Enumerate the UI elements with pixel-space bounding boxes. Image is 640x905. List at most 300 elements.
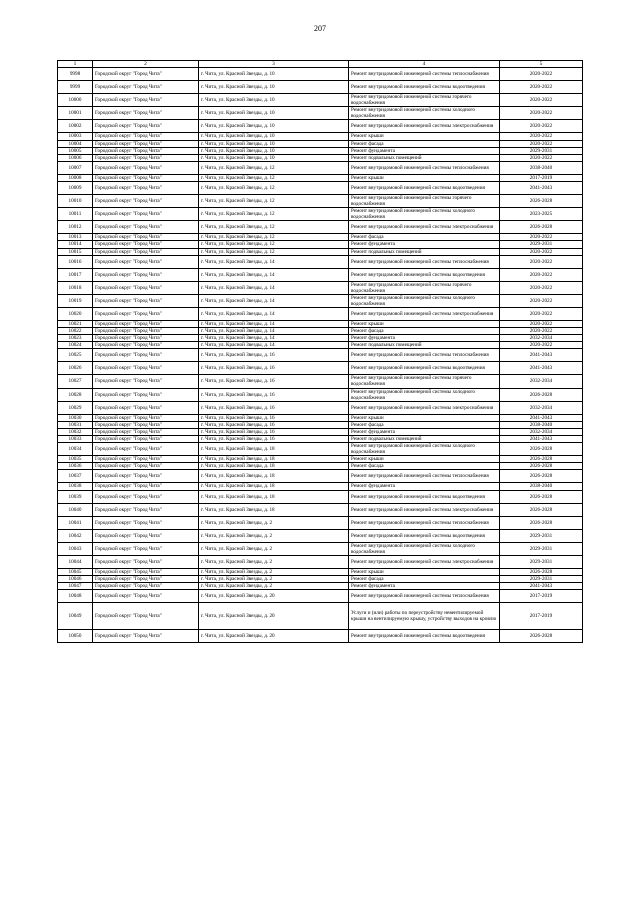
cell-row-number: 10030 — [58, 414, 93, 421]
table-body — [58, 68, 583, 643]
table-row — [58, 483, 583, 490]
cell-municipality: Городской округ "Город Чита" — [93, 255, 199, 268]
cell-period: 2020-2022 — [500, 140, 583, 147]
cell-period: 2032-2034 — [500, 428, 583, 435]
table-row — [58, 234, 583, 241]
cell-work-type: Ремонт внутридомовой инженерной системы водоотведения — [349, 81, 500, 94]
cell-address: г. Чита, ул. Красной Звезды, д. 14 — [199, 294, 349, 307]
cell-address: г. Чита, ул. Красной Звезды, д. 16 — [199, 421, 349, 428]
cell-period: 2029-2031 — [500, 542, 583, 555]
cell-period: 2026-2028 — [500, 568, 583, 575]
cell-period: 2026-2028 — [500, 630, 583, 643]
cell-period: 2032-2034 — [500, 335, 583, 342]
cell-address: г. Чита, ул. Красной Звезды, д. 12 — [199, 161, 349, 174]
cell-row-number: 10005 — [58, 147, 93, 154]
cell-address: г. Чита, ул. Красной Звезды, д. 10 — [199, 81, 349, 94]
cell-period: 2017-2019 — [500, 603, 583, 630]
cell-municipality: Городской округ "Город Чита" — [93, 320, 199, 327]
cell-row-number: 10013 — [58, 234, 93, 241]
cell-municipality: Городской округ "Город Чита" — [93, 342, 199, 349]
cell-municipality: Городской округ "Город Чита" — [93, 174, 199, 181]
cell-period: 2020-2022 — [500, 342, 583, 349]
cell-work-type: Ремонт внутридомовой инженерной системы холодного водоснабжения — [349, 542, 500, 555]
cell-address: г. Чита, ул. Красной Звезды, д. 12 — [199, 234, 349, 241]
cell-period: 2020-2022 — [500, 94, 583, 107]
cell-address: г. Чита, ул. Красной Звезды, д. 14 — [199, 281, 349, 294]
cell-row-number: 10020 — [58, 307, 93, 320]
cell-row-number: 9999 — [58, 81, 93, 94]
cell-work-type: Ремонт внутридомовой инженерной системы холодного водоснабжения — [349, 107, 500, 120]
cell-work-type: Ремонт подвальных помещений — [349, 436, 500, 443]
cell-work-type: Ремонт крыши — [349, 414, 500, 421]
table-row — [58, 161, 583, 174]
cell-municipality: Городской округ "Город Чита" — [93, 401, 199, 414]
cell-period: 2038-2040 — [500, 161, 583, 174]
table-row — [58, 421, 583, 428]
cell-period: 2020-2022 — [500, 281, 583, 294]
table-header-row — [58, 61, 583, 68]
cell-address: г. Чита, ул. Красной Звезды, д. 14 — [199, 268, 349, 281]
cell-row-number: 10045 — [58, 568, 93, 575]
cell-row-number: 10017 — [58, 268, 93, 281]
cell-address: г. Чита, ул. Красной Звезды, д. 18 — [199, 463, 349, 470]
cell-row-number: 10001 — [58, 107, 93, 120]
cell-row-number: 10037 — [58, 470, 93, 483]
cell-period: 2029-2031 — [500, 575, 583, 582]
cell-municipality: Городской округ "Город Чита" — [93, 140, 199, 147]
cell-work-type: Ремонт фундамента — [349, 147, 500, 154]
cell-work-type: Ремонт внутридомовой инженерной системы водоотведения — [349, 362, 500, 375]
cell-row-number: 10036 — [58, 463, 93, 470]
cell-period: 2038-2040 — [500, 483, 583, 490]
cell-address: г. Чита, ул. Красной Звезды, д. 16 — [199, 436, 349, 443]
cell-row-number: 10039 — [58, 490, 93, 503]
cell-address: г. Чита, ул. Красной Звезды, д. 16 — [199, 349, 349, 362]
cell-municipality: Городской округ "Город Чита" — [93, 436, 199, 443]
cell-address: г. Чита, ул. Красной Звезды, д. 18 — [199, 490, 349, 503]
cell-period: 2026-2028 — [500, 443, 583, 456]
cell-period: 2041-2043 — [500, 414, 583, 421]
cell-address: г. Чита, ул. Красной Звезды, д. 16 — [199, 388, 349, 401]
cell-period: 2020-2022 — [500, 154, 583, 161]
table-row — [58, 154, 583, 161]
table-row — [58, 568, 583, 575]
cell-work-type: Ремонт внутридомовой инженерной системы холодного водоснабжения — [349, 294, 500, 307]
cell-work-type: Ремонт внутридомовой инженерной системы водоотведения — [349, 630, 500, 643]
cell-address: г. Чита, ул. Красной Звезды, д. 18 — [199, 483, 349, 490]
cell-municipality: Городской округ "Город Чита" — [93, 603, 199, 630]
cell-row-number: 10040 — [58, 503, 93, 516]
cell-work-type: Ремонт внутридомовой инженерной системы теплоснабжения — [349, 161, 500, 174]
cell-work-type: Ремонт фасада — [349, 575, 500, 582]
column-header-1: 1 — [58, 61, 93, 68]
cell-work-type: Ремонт крыши — [349, 174, 500, 181]
cell-work-type: Ремонт внутридомовой инженерной системы теплоснабжения — [349, 516, 500, 529]
cell-row-number: 10041 — [58, 516, 93, 529]
cell-address: г. Чита, ул. Красной Звезды, д. 12 — [199, 181, 349, 194]
cell-work-type: Ремонт крыши — [349, 133, 500, 140]
cell-address: г. Чита, ул. Красной Звезды, д. 10 — [199, 154, 349, 161]
cell-row-number: 10035 — [58, 456, 93, 463]
table-row — [58, 174, 583, 181]
table-row — [58, 428, 583, 435]
cell-work-type: Ремонт фасада — [349, 421, 500, 428]
cell-work-type: Ремонт фасада — [349, 140, 500, 147]
cell-municipality: Городской округ "Город Чита" — [93, 234, 199, 241]
cell-work-type: Ремонт внутридомовой инженерной системы теплоснабжения — [349, 470, 500, 483]
cell-work-type: Ремонт внутридомовой инженерной системы электроснабжения — [349, 221, 500, 234]
cell-row-number: 10000 — [58, 94, 93, 107]
cell-work-type: Ремонт внутридомовой инженерной системы горячего водоснабжения — [349, 375, 500, 388]
cell-row-number: 10029 — [58, 401, 93, 414]
cell-period: 2029-2031 — [500, 241, 583, 248]
cell-municipality: Городской округ "Город Чита" — [93, 490, 199, 503]
table-row — [58, 401, 583, 414]
cell-row-number: 10019 — [58, 294, 93, 307]
cell-period: 2032-2034 — [500, 375, 583, 388]
cell-municipality: Городской округ "Город Чита" — [93, 208, 199, 221]
cell-row-number: 10047 — [58, 582, 93, 589]
cell-address: г. Чита, ул. Красной Звезды, д. 12 — [199, 241, 349, 248]
table-row — [58, 630, 583, 643]
cell-work-type: Ремонт фундамента — [349, 428, 500, 435]
cell-row-number: 10034 — [58, 443, 93, 456]
cell-municipality: Городской округ "Город Чита" — [93, 133, 199, 140]
cell-municipality: Городской округ "Город Чита" — [93, 194, 199, 207]
column-header-5: 5 — [500, 61, 583, 68]
cell-period: 2020-2022 — [500, 328, 583, 335]
table-row — [58, 255, 583, 268]
cell-row-number: 10032 — [58, 428, 93, 435]
cell-municipality: Городской округ "Город Чита" — [93, 268, 199, 281]
cell-period: 2026-2028 — [500, 221, 583, 234]
cell-municipality: Городской округ "Город Чита" — [93, 307, 199, 320]
cell-work-type: Ремонт внутридомовой инженерной системы электроснабжения — [349, 555, 500, 568]
cell-address: г. Чита, ул. Красной Звезды, д. 18 — [199, 456, 349, 463]
cell-row-number: 10004 — [58, 140, 93, 147]
table-row — [58, 590, 583, 603]
table-row — [58, 463, 583, 470]
column-header-4: 4 — [349, 61, 500, 68]
cell-period: 2020-2022 — [500, 320, 583, 327]
page-number: 207 — [314, 24, 326, 33]
cell-address: г. Чита, ул. Красной Звезды, д. 10 — [199, 68, 349, 81]
cell-work-type: Ремонт внутридомовой инженерной системы водоотведения — [349, 268, 500, 281]
table-row — [58, 241, 583, 248]
cell-row-number: 10006 — [58, 154, 93, 161]
table-row — [58, 414, 583, 421]
cell-municipality: Городской округ "Город Чита" — [93, 388, 199, 401]
table-row — [58, 294, 583, 307]
cell-work-type: Ремонт внутридомовой инженерной системы электроснабжения — [349, 307, 500, 320]
cell-period: 2020-2022 — [500, 255, 583, 268]
cell-address: г. Чита, ул. Красной Звезды, д. 14 — [199, 255, 349, 268]
cell-period: 2026-2028 — [500, 516, 583, 529]
table-row — [58, 388, 583, 401]
cell-municipality: Городской округ "Город Чита" — [93, 483, 199, 490]
column-header-2: 2 — [93, 61, 199, 68]
table-row — [58, 436, 583, 443]
cell-period: 2032-2034 — [500, 401, 583, 414]
table-row — [58, 120, 583, 133]
column-header-3: 3 — [199, 61, 349, 68]
cell-row-number: 10026 — [58, 362, 93, 375]
table-row — [58, 181, 583, 194]
cell-period: 2020-2022 — [500, 234, 583, 241]
cell-period: 2020-2022 — [500, 107, 583, 120]
cell-work-type: Ремонт внутридомовой инженерной системы теплоснабжения — [349, 255, 500, 268]
cell-period: 2041-2043 — [500, 181, 583, 194]
cell-period: 2026-2028 — [500, 470, 583, 483]
table-row — [58, 529, 583, 542]
cell-period: 2020-2022 — [500, 120, 583, 133]
cell-work-type: Ремонт фундамента — [349, 335, 500, 342]
cell-municipality: Городской округ "Город Чита" — [93, 414, 199, 421]
cell-row-number: 10011 — [58, 208, 93, 221]
cell-work-type: Ремонт фундамента — [349, 483, 500, 490]
cell-municipality: Городской округ "Город Чита" — [93, 349, 199, 362]
table-row — [58, 555, 583, 568]
cell-row-number: 10014 — [58, 241, 93, 248]
cell-municipality: Городской округ "Город Чита" — [93, 362, 199, 375]
table-row — [58, 81, 583, 94]
cell-address: г. Чита, ул. Красной Звезды, д. 2 — [199, 542, 349, 555]
cell-address: г. Чита, ул. Красной Звезды, д. 16 — [199, 401, 349, 414]
cell-row-number: 10010 — [58, 194, 93, 207]
cell-row-number: 10038 — [58, 483, 93, 490]
cell-work-type: Ремонт крыши — [349, 568, 500, 575]
cell-municipality: Городской округ "Город Чита" — [93, 630, 199, 643]
table-row — [58, 582, 583, 589]
cell-municipality: Городской округ "Город Чита" — [93, 529, 199, 542]
cell-work-type: Ремонт фасада — [349, 234, 500, 241]
cell-row-number: 10025 — [58, 349, 93, 362]
table-row — [58, 94, 583, 107]
cell-period: 2026-2028 — [500, 503, 583, 516]
cell-municipality: Городской округ "Город Чита" — [93, 555, 199, 568]
table-row — [58, 490, 583, 503]
cell-municipality: Городской округ "Город Чита" — [93, 568, 199, 575]
cell-period: 2026-2028 — [500, 490, 583, 503]
table-row — [58, 328, 583, 335]
cell-period: 2029-2031 — [500, 529, 583, 542]
cell-period: 2017-2019 — [500, 590, 583, 603]
cell-municipality: Городской округ "Город Чита" — [93, 470, 199, 483]
cell-period: 2041-2043 — [500, 582, 583, 589]
cell-address: г. Чита, ул. Красной Звезды, д. 16 — [199, 428, 349, 435]
cell-municipality: Городской округ "Город Чита" — [93, 582, 199, 589]
cell-row-number: 10028 — [58, 388, 93, 401]
cell-municipality: Городской округ "Город Чита" — [93, 147, 199, 154]
cell-municipality: Городской округ "Город Чита" — [93, 248, 199, 255]
cell-work-type: Ремонт внутридомовой инженерной системы водоотведения — [349, 529, 500, 542]
table-row — [58, 107, 583, 120]
cell-period: 2020-2022 — [500, 294, 583, 307]
cell-work-type: Ремонт внутридомовой инженерной системы горячего водоснабжения — [349, 281, 500, 294]
cell-address: г. Чита, ул. Красной Звезды, д. 18 — [199, 503, 349, 516]
cell-address: г. Чита, ул. Красной Звезды, д. 10 — [199, 147, 349, 154]
cell-address: г. Чита, ул. Красной Звезды, д. 10 — [199, 133, 349, 140]
cell-row-number: 10002 — [58, 120, 93, 133]
cell-period: 2017-2019 — [500, 174, 583, 181]
cell-period: 2020-2022 — [500, 248, 583, 255]
cell-row-number: 10042 — [58, 529, 93, 542]
table-row — [58, 335, 583, 342]
cell-row-number: 10044 — [58, 555, 93, 568]
cell-work-type: Ремонт крыши — [349, 320, 500, 327]
cell-municipality: Городской округ "Город Чита" — [93, 443, 199, 456]
cell-municipality: Городской округ "Город Чита" — [93, 161, 199, 174]
cell-address: г. Чита, ул. Красной Звезды, д. 18 — [199, 443, 349, 456]
cell-period: 2020-2022 — [500, 133, 583, 140]
cell-address: г. Чита, ул. Красной Звезды, д. 2 — [199, 516, 349, 529]
cell-work-type: Ремонт внутридомовой инженерной системы теплоснабжения — [349, 590, 500, 603]
cell-municipality: Городской округ "Город Чита" — [93, 120, 199, 133]
table-row — [58, 470, 583, 483]
cell-address: г. Чита, ул. Красной Звезды, д. 12 — [199, 248, 349, 255]
cell-address: г. Чита, ул. Красной Звезды, д. 16 — [199, 362, 349, 375]
cell-row-number: 9998 — [58, 68, 93, 81]
table-row — [58, 542, 583, 555]
cell-work-type: Ремонт фасада — [349, 463, 500, 470]
table-row — [58, 443, 583, 456]
cell-period: 2029-2031 — [500, 555, 583, 568]
cell-period: 2020-2022 — [500, 81, 583, 94]
table-row — [58, 603, 583, 630]
cell-period: 2026-2028 — [500, 388, 583, 401]
cell-work-type: Ремонт внутридомовой инженерной системы холодного водоснабжения — [349, 388, 500, 401]
cell-period: 2026-2028 — [500, 463, 583, 470]
cell-address: г. Чита, ул. Красной Звезды, д. 14 — [199, 320, 349, 327]
cell-municipality: Городской округ "Город Чита" — [93, 542, 199, 555]
cell-municipality: Городской округ "Город Чита" — [93, 516, 199, 529]
cell-address: г. Чита, ул. Красной Звезды, д. 16 — [199, 375, 349, 388]
cell-work-type: Услуги и (или) работы по переустройству невентилируемой крыши на вентилируемую крышу, устройству выходов на кровлю — [349, 603, 500, 630]
cell-address: г. Чита, ул. Красной Звезды, д. 2 — [199, 529, 349, 542]
cell-municipality: Городской округ "Город Чита" — [93, 328, 199, 335]
cell-period: 2020-2022 — [500, 268, 583, 281]
cell-period: 2041-2043 — [500, 349, 583, 362]
table-row — [58, 349, 583, 362]
cell-work-type: Ремонт внутридомовой инженерной системы горячего водоснабжения — [349, 194, 500, 207]
cell-period: 2029-2031 — [500, 147, 583, 154]
table-row — [58, 307, 583, 320]
cell-municipality: Городской округ "Город Чита" — [93, 94, 199, 107]
cell-row-number: 10031 — [58, 421, 93, 428]
cell-work-type: Ремонт подвальных помещений — [349, 154, 500, 161]
cell-municipality: Городской округ "Город Чита" — [93, 81, 199, 94]
table-row — [58, 456, 583, 463]
cell-municipality: Городской округ "Город Чита" — [93, 281, 199, 294]
cell-municipality: Городской округ "Город Чита" — [93, 456, 199, 463]
cell-row-number: 10043 — [58, 542, 93, 555]
cell-work-type: Ремонт внутридомовой инженерной системы теплоснабжения — [349, 349, 500, 362]
cell-work-type: Ремонт внутридомовой инженерной системы горячего водоснабжения — [349, 94, 500, 107]
cell-work-type: Ремонт подвальных помещений — [349, 342, 500, 349]
cell-address: г. Чита, ул. Красной Звезды, д. 14 — [199, 328, 349, 335]
cell-row-number: 10016 — [58, 255, 93, 268]
cell-work-type: Ремонт фундамента — [349, 582, 500, 589]
cell-row-number: 10018 — [58, 281, 93, 294]
cell-period: 2023-2025 — [500, 208, 583, 221]
cell-row-number: 10024 — [58, 342, 93, 349]
cell-work-type: Ремонт внутридомовой инженерной системы теплоснабжения — [349, 68, 500, 81]
cell-municipality: Городской округ "Город Чита" — [93, 575, 199, 582]
cell-work-type: Ремонт внутридомовой инженерной системы холодного водоснабжения — [349, 208, 500, 221]
cell-address: г. Чита, ул. Красной Звезды, д. 12 — [199, 194, 349, 207]
cell-period: 2041-2043 — [500, 436, 583, 443]
cell-address: г. Чита, ул. Красной Звезды, д. 14 — [199, 342, 349, 349]
cell-municipality: Городской округ "Город Чита" — [93, 294, 199, 307]
cell-work-type: Ремонт подвальных помещений — [349, 248, 500, 255]
table-row — [58, 503, 583, 516]
cell-work-type: Ремонт внутридомовой инженерной системы водоотведения — [349, 490, 500, 503]
cell-row-number: 10046 — [58, 575, 93, 582]
cell-work-type: Ремонт фундамента — [349, 241, 500, 248]
table-row — [58, 194, 583, 207]
table-row — [58, 320, 583, 327]
cell-address: г. Чита, ул. Красной Звезды, д. 14 — [199, 307, 349, 320]
cell-address: г. Чита, ул. Красной Звезды, д. 2 — [199, 575, 349, 582]
cell-row-number: 10048 — [58, 590, 93, 603]
cell-municipality: Городской округ "Город Чита" — [93, 463, 199, 470]
cell-work-type: Ремонт внутридомовой инженерной системы водоотведения — [349, 181, 500, 194]
table-row — [58, 342, 583, 349]
cell-municipality: Городской округ "Город Чита" — [93, 375, 199, 388]
cell-municipality: Городской округ "Город Чита" — [93, 241, 199, 248]
cell-municipality: Городской округ "Город Чита" — [93, 181, 199, 194]
cell-work-type: Ремонт крыши — [349, 456, 500, 463]
cell-period: 2020-2022 — [500, 307, 583, 320]
cell-row-number: 10015 — [58, 248, 93, 255]
cell-work-type: Ремонт внутридомовой инженерной системы электроснабжения — [349, 120, 500, 133]
table-row — [58, 516, 583, 529]
cell-work-type: Ремонт внутридомовой инженерной системы электроснабжения — [349, 401, 500, 414]
cell-address: г. Чита, ул. Красной Звезды, д. 2 — [199, 568, 349, 575]
cell-row-number: 10033 — [58, 436, 93, 443]
cell-address: г. Чита, ул. Красной Звезды, д. 12 — [199, 174, 349, 181]
cell-address: г. Чита, ул. Красной Звезды, д. 2 — [199, 555, 349, 568]
cell-address: г. Чита, ул. Красной Звезды, д. 20 — [199, 603, 349, 630]
cell-work-type: Ремонт внутридомовой инженерной системы электроснабжения — [349, 503, 500, 516]
cell-period: 2020-2022 — [500, 68, 583, 81]
cell-municipality: Городской округ "Город Чита" — [93, 335, 199, 342]
table-row — [58, 68, 583, 81]
cell-row-number: 10008 — [58, 174, 93, 181]
capital-repair-table — [57, 60, 583, 643]
cell-period: 2026-2028 — [500, 194, 583, 207]
cell-row-number: 10050 — [58, 630, 93, 643]
cell-address: г. Чита, ул. Красной Звезды, д. 14 — [199, 335, 349, 342]
cell-address: г. Чита, ул. Красной Звезды, д. 18 — [199, 470, 349, 483]
cell-row-number: 10007 — [58, 161, 93, 174]
cell-address: г. Чита, ул. Красной Звезды, д. 12 — [199, 208, 349, 221]
table-row — [58, 281, 583, 294]
cell-municipality: Городской округ "Город Чита" — [93, 154, 199, 161]
cell-municipality: Городской округ "Город Чита" — [93, 428, 199, 435]
cell-period: 2041-2043 — [500, 362, 583, 375]
table-row — [58, 375, 583, 388]
cell-row-number: 10022 — [58, 328, 93, 335]
table-row — [58, 208, 583, 221]
cell-municipality: Городской округ "Город Чита" — [93, 421, 199, 428]
cell-address: г. Чита, ул. Красной Звезды, д. 10 — [199, 107, 349, 120]
table-row — [58, 362, 583, 375]
cell-address: г. Чита, ул. Красной Звезды, д. 16 — [199, 414, 349, 421]
cell-address: г. Чита, ул. Красной Звезды, д. 20 — [199, 630, 349, 643]
cell-row-number: 10012 — [58, 221, 93, 234]
cell-work-type: Ремонт фасада — [349, 328, 500, 335]
